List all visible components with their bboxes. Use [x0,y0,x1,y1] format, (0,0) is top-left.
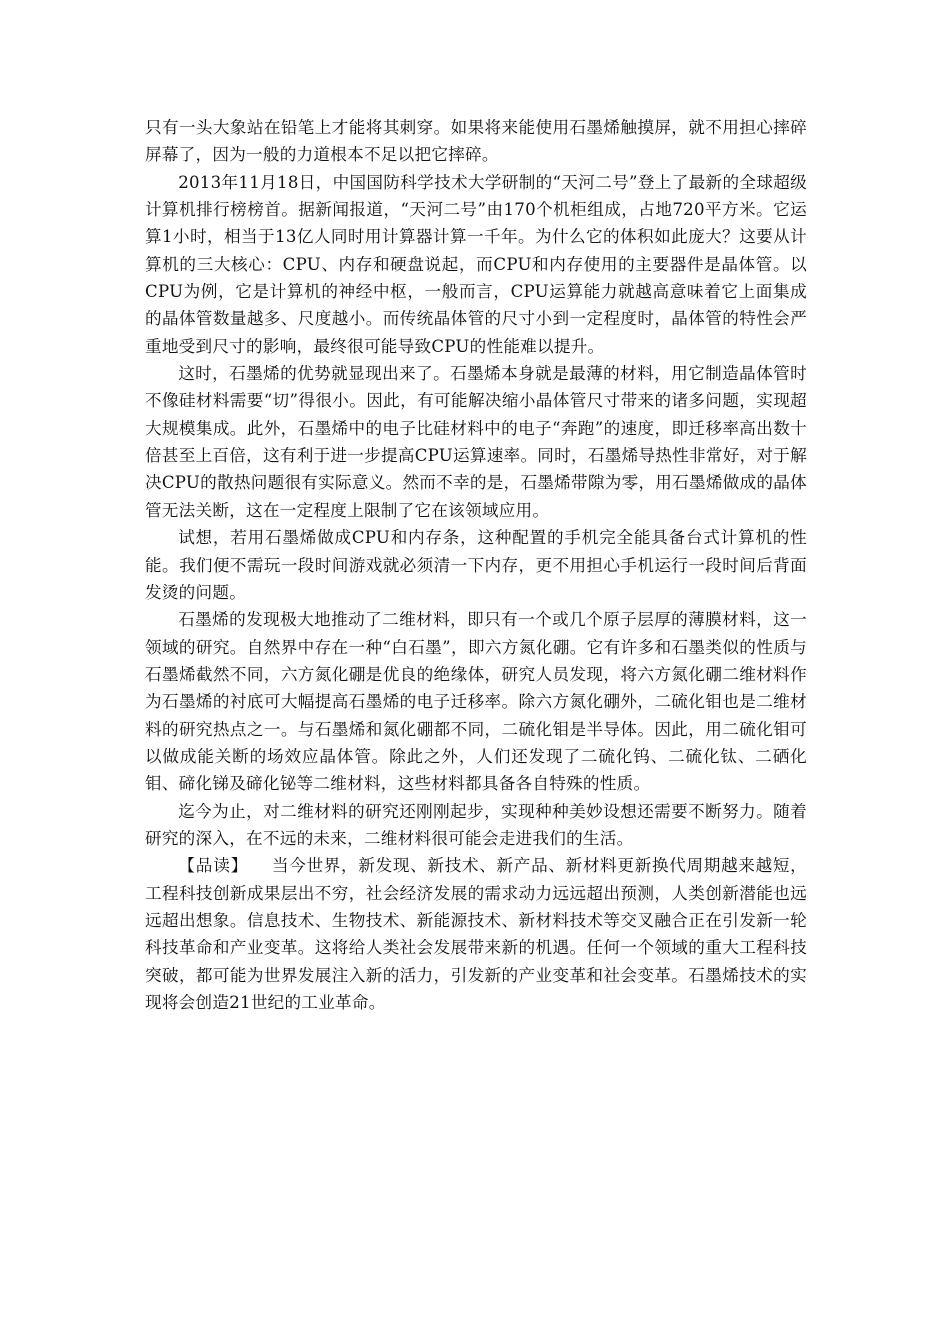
paragraph-elephant-touchscreen: 只有一头大象站在铅笔上才能将其刺穿。如果将来能使用石墨烯触摸屏，就不用担心摔碎屏幕了，因为一般的力道根本不足以把它摔碎。 [145,118,807,165]
commentary-paragraph [145,852,807,1016]
commentary-tag: 【品读】 [178,856,249,876]
commentary-text: 当今世界，新发现、新技术、新产品、新材料更新换代周期越来越短，工程科技创新成果层出不穷，社会经济发展的需求动力远远超出预测，人类创新潜能也远远超出想象。信息技术、生物技术、新能源技术、新材料技术等交叉融合正在引发新一轮科技革命和产业变革。这将给人类社会发展带来新的机遇。任何一个领域的重大工程科技突破，都可能为世界发展注入新的活力，引发新的产业变革和社会变革。石墨烯技术的实现将会创造21世纪的工业革命。 [145,856,808,1012]
document-body [145,114,807,1016]
paragraph-phone-performance: 试想，若用石墨烯做成CPU和内存条，这种配置的手机完全能具备台式计算机的性能。我们便不需玩一段时间游戏就必须清一下内存，更不用担心手机运行一段时间后背面发烫的问题。 [145,528,807,602]
paragraph-2d-materials: 石墨烯的发现极大地推动了二维材料，即只有一个或几个原子层厚的薄膜材料，这一领域的研究。自然界中存在一种“白石墨”，即六方氮化硼。它有许多和石墨类似的性质与石墨烯截然不同，六方氮化硼是优良的绝缘体，研究人员发现，将六方氮化硼二维材料作为石墨烯的衬底可大幅提高石墨烯的电子迁移率。除六方氮化硼外，二硫化钼也是二维材料的研究热点之一。与石墨烯和氮化硼都不同，二硫化钼是半导体。因此，用二硫化钼可以做成能关断的场效应晶体管。除此之外，人们还发现了二硫化钨、二硫化钛、二硒化钼、碲化锑及碲化铋等二维材料，这些材料都具备各自特殊的性质。 [145,610,807,794]
paragraph-graphene-advantage: 这时，石墨烯的优势就显现出来了。石墨烯本身就是最薄的材料，用它制造晶体管时不像硅材料需要“切”得很小。因此，有可能解决缩小晶体管尺寸带来的诸多问题，实现超大规模集成。此外，石墨烯中的电子比硅材料中的电子“奔跑”的速度，即迁移率高出数十倍甚至上百倍，这有利于进一步提高CPU运算速率。同时，石墨烯导热性非常好，对于解决CPU的散热问题很有实际意义。然而不幸的是，石墨烯带隙为零，用石墨烯做成的晶体管无法关断，这在一定程度上限制了它在该领域应用。 [145,364,807,520]
paragraph-tianhe-2-cpu: 2013年11月18日，中国国防科学技术大学研制的“天河二号”登上了最新的全球超级计算机排行榜榜首。据新闻报道，“天河二号”由170个机柜组成，占地720平方米。它运算1小时，相当于13亿人同时用计算器计算一千年。为什么它的体积如此庞大？这要从计算机的三大核心：CPU、内存和硬盘说起，而CPU和内存使用的主要器件是晶体管。以CPU为例，它是计算机的神经中枢，一般而言，CPU运算能力就越高意味着它上面集成的晶体管数量越多、尺度越小。而传统晶体管的尺寸小到一定程度时，晶体管的特性会严重地受到尺寸的影响，最终很可能导致CPU的性能难以提升。 [145,172,807,356]
paragraph-research-outlook: 迄今为止，对二维材料的研究还刚刚起步，实现种种美妙设想还需要不断努力。随着研究的深入，在不远的未来，二维材料很可能会走进我们的生活。 [145,801,807,848]
